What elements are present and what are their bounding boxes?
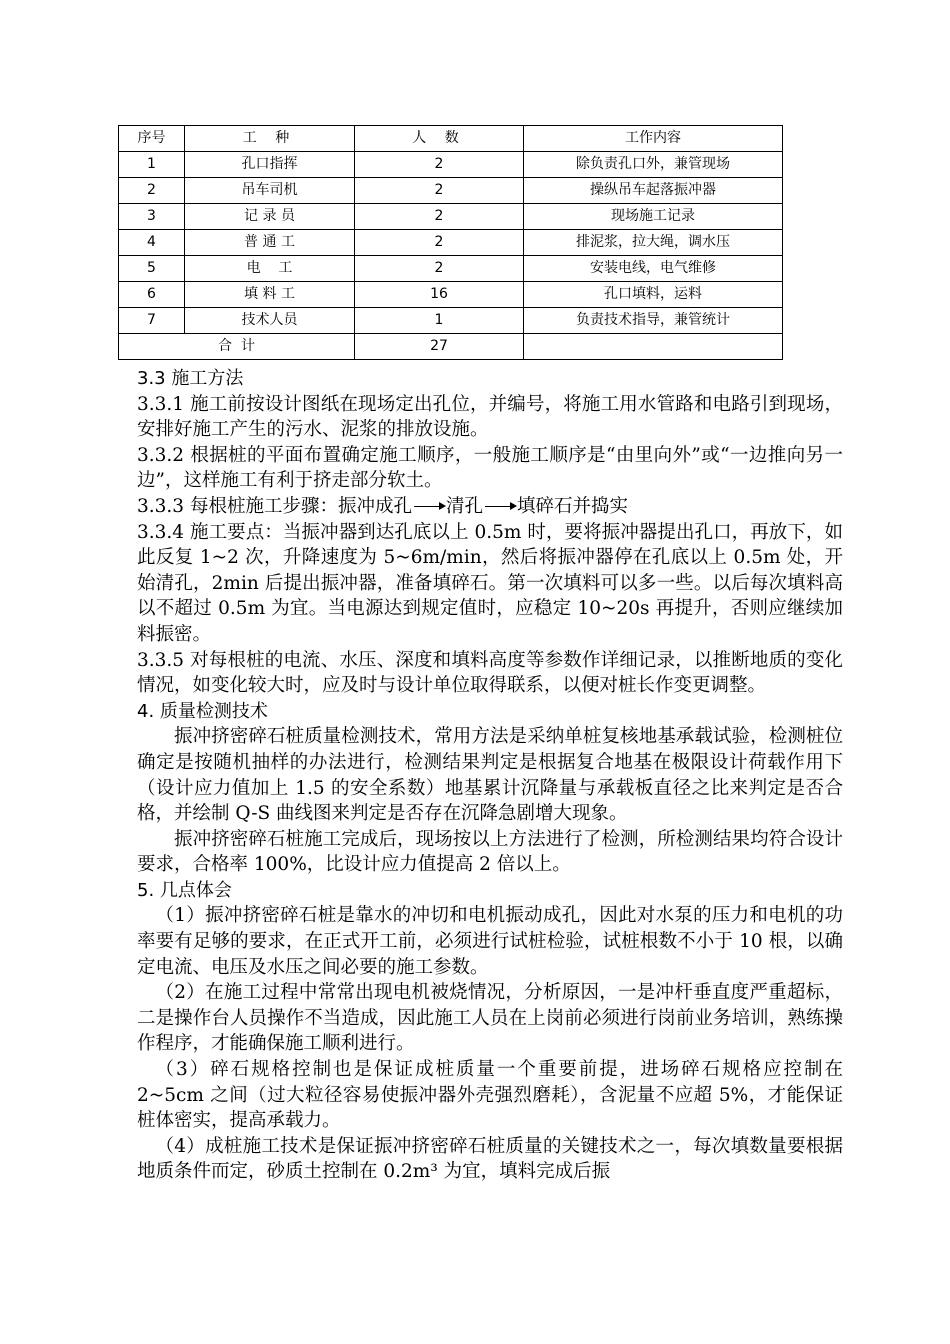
table-row [119,308,783,334]
cell-no: 5 [119,256,185,282]
paragraph-3-3-1: 3.3.1 施工前按设计图纸在现场定出孔位，并编号，将施工用水管路和电路引到现场，安排好施工产生的污水、泥浆的排放设施。 [137,393,843,441]
cell-no: 2 [119,178,185,204]
cell-no: 7 [119,308,185,334]
paragraph-3-3-2: 3.3.2 根据桩的平面布置确定施工顺序，一般施工顺序是“由里向外”或“一边推向另一边”，这样施工有利于挤走部分软土。 [137,444,843,492]
table-total-row [119,334,783,360]
paragraph-4-2: 振冲挤密碎石桩施工完成后，现场按以上方法进行了检测，所检测结果均符合设计要求，合格率 100%，比设计应力值提高 2 倍以上。 [137,828,843,876]
paragraph-3-3-3 [137,494,843,520]
cell-work: 排泥浆，拉大绳，调水压 [524,230,783,256]
paragraph-5-4: （4）成桩施工技术是保证振冲挤密碎石桩质量的关键技术之一，每次填数量要根据地质条件而定，砂质土控制在 0.2m³ 为宜，填料完成后振 [137,1135,843,1183]
section-4-heading: 4. 质量检测技术 [137,700,268,722]
section-5-heading: 5. 几点体会 [137,879,232,901]
cell-type: 记 录 员 [185,204,355,230]
paragraph-5-3: （3）碎石规格控制也是保证成桩质量一个重要前提，进场碎石规格应控制在 2~5cm 之间（过大粒径容易使振冲器外壳强烈磨耗），含泥量不应超 5%，才能保证桩体密实，提高承载力。 [137,1059,843,1132]
table-row [119,230,783,256]
paragraph-3-3-5: 3.3.5 对每根桩的电流、水压、深度和填料高度等参数作详细记录，以推断地质的变化情况，如变化较大时，应及时与设计单位取得联系，以便对桩长作变更调整。 [137,649,843,697]
cell-work: 孔口填料，运料 [524,282,783,308]
cell-work: 除负责孔口外，兼管现场 [524,152,783,178]
cell-count: 2 [355,178,524,204]
header-work: 工作内容 [524,126,783,152]
cell-type: 电 工 [185,256,355,282]
cell-count: 2 [355,152,524,178]
cell-count: 1 [355,308,524,334]
paragraph-3-3-4: 3.3.4 施工要点：当振冲器到达孔底以上 0.5m 时，要将振冲器提出孔口，再放下，如此反复 1~2 次，升降速度为 5~6m/min，然后将振冲器停在孔底以上 0.5m 处，开始清孔，2min 后提出振冲器，准备填碎石。第一次填料可以多一些。以后每次填料高以不超过 0.5m 为宜。当电源达到规定值时，应稳定 10~20s 再提升，否则应继续加料振密。 [137,521,843,645]
cell-count: 2 [355,204,524,230]
cell-work: 负责技术指导，兼管统计 [524,308,783,334]
cell-no: 6 [119,282,185,308]
cell-count: 2 [355,230,524,256]
total-work [524,334,783,360]
cell-count: 2 [355,256,524,282]
table-row [119,178,783,204]
arrow-icon [414,506,444,507]
paragraph-4-1: 振冲挤密碎石桩质量检测技术，常用方法是采纳单桩复核地基承载试验，检测桩位确定是按随机抽样的办法进行，检测结果判定是根据复合地基在极限设计荷载作用下（设计应力值加上 1.5 的安全系数）地基累计沉降量与承载板直径之比来判定是否合格，并绘制 Q-S 曲线图来判定是否存在沉降急剧增大现象。 [137,726,843,825]
table-row [119,152,783,178]
paragraph-5-1: （1）振冲挤密碎石桩是靠水的冲切和电机振动成孔，因此对水泵的压力和电机的功率要有足够的要求，在正式开工前，必须进行试桩检验，试桩根数不小于 10 根，以确定电流、电压及水压之间必要的施工参数。 [137,905,843,978]
cell-type: 普 通 工 [185,230,355,256]
cell-type: 吊车司机 [185,178,355,204]
cell-no: 3 [119,204,185,230]
cell-work: 现场施工记录 [524,204,783,230]
header-no: 序号 [119,126,185,152]
total-value: 27 [355,334,524,360]
header-count: 人 数 [355,126,524,152]
cell-type: 孔口指挥 [185,152,355,178]
step-2: 清孔 [445,495,483,517]
staff-table [118,125,783,360]
step-3: 填碎石并捣实 [516,495,628,517]
table-header-row [119,126,783,152]
cell-count: 16 [355,282,524,308]
cell-no: 1 [119,152,185,178]
section-3-3-heading: 3.3 施工方法 [137,368,244,389]
cell-type: 填 料 工 [185,282,355,308]
total-label: 合 计 [119,334,355,360]
cell-no: 4 [119,230,185,256]
cell-work: 安装电线，电气维修 [524,256,783,282]
arrow-icon [485,506,515,507]
table-row [119,256,783,282]
header-type: 工 种 [185,126,355,152]
step-1: 3.3.3 每根桩施工步骤：振冲成孔 [137,495,412,517]
body-text [137,366,843,1185]
cell-type: 技术人员 [185,308,355,334]
cell-work: 操纵吊车起落振冲器 [524,178,783,204]
table-row [119,204,783,230]
table-row [119,282,783,308]
paragraph-5-2: （2）在施工过程中常常出现电机被烧情况，分析原因，一是冲杆垂直度严重超标，二是操作台人员操作不当造成，因此施工人员在上岗前必须进行岗前业务培训，熟练操作程序，才能确保施工顺利进行。 [137,982,843,1055]
